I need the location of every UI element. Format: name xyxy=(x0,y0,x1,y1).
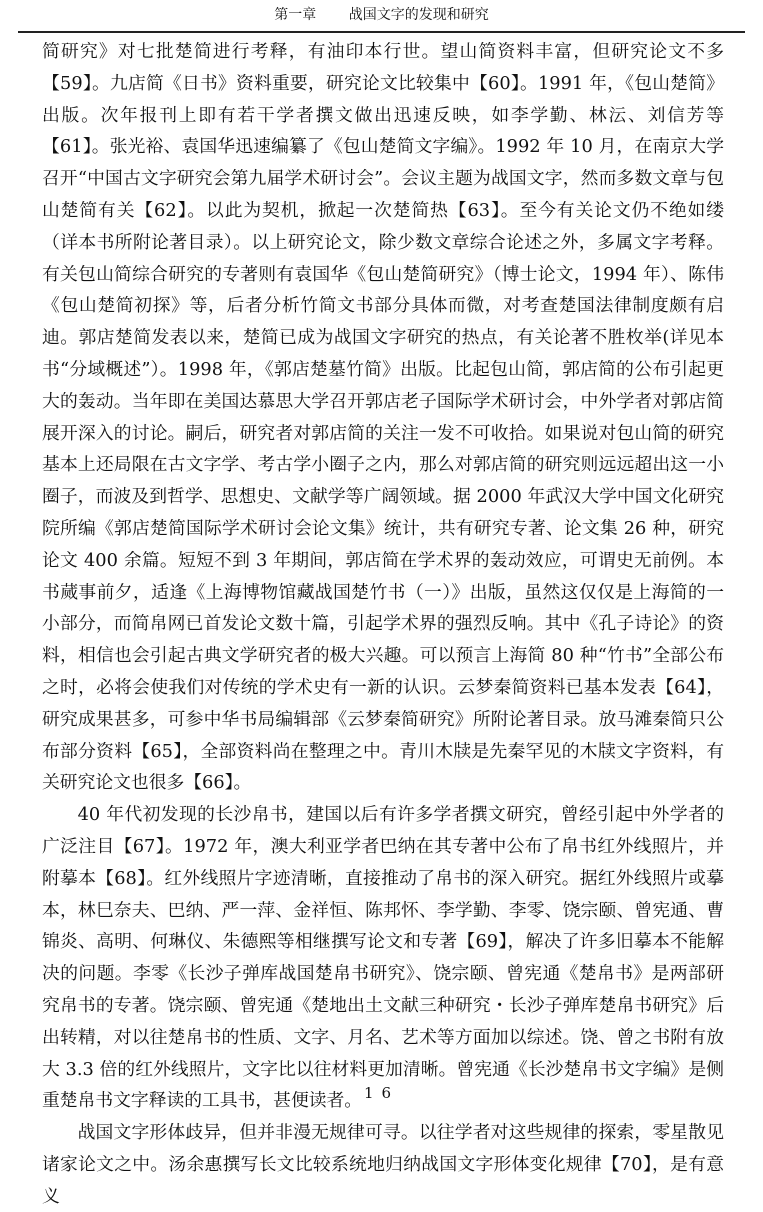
paragraph-continued: 简研究》对七批楚简进行考释，有油印本行世。望山简资料丰富，但研究论文不多【59】。九店简《日书》资料重要，研究论文比较集中【60】。1991 年，《包山楚简》出版。次年报刊上即有若干学者撰文做出迅速反映，如李学勤、林沄、刘信芳等【61】。张光裕、袁国华迅速编纂了《包山楚简文字编》。1992 年 10 月，在南京大学召开“中国古文字研究会第九届学术研讨会”。会议主题为战国文字，然而多数文章与包山楚简有关【62】。以此为契机，掀起一次楚简热【63】。至今有关论文仍不绝如缕（详本书所附论著目录）。以上研究论文，除少数文章综合论述之外，多属文字考释。有关包山简综合研究的专著则有袁国华《包山楚简研究》（博士论文，1994 年）、陈伟《包山楚简初探》等，后者分析竹简文书部分具体而微，对考查楚国法律制度颇有启迪。郭店楚简发表以来，楚简已成为战国文字研究的热点，有关论著不胜枚举(详见本书“分域概述”）。1998 年，《郭店楚墓竹简》出版。比起包山简，郭店简的公布引起更大的轰动。当年即在美国达慕思大学召开郭店老子国际学术研讨会，中外学者对郭店简展开深入的讨论。嗣后，研究者对郭店简的关注一发不可收拾。如果说对包山简的研究基本上还局限在古文字学、考古学小圈子之内，那么对郭店简的研究则远远超出这一小圈子，而波及到哲学、思想史、文献学等广阔领域。据 2000 年武汉大学中国文化研究院所编《郭店楚简国际学术研讨会论文集》统计，共有研究专著、论文集 26 种，研究论文 400 余篇。短短不到 3 年期间，郭店简在学术界的轰动效应，可谓史无前例。本书蒇事前夕，适逢《上海博物馆藏战国楚竹书（一）》出版，虽然这仅仅是上海简的一小部分，而简帛网已首发论文数十篇，引起学术界的强烈反响。其中《孔子诗论》的资料，相信也会引起古典文学研究者的极大兴趣。可以预言上海简 80 种“竹书”全部公布之时，必将会使我们对传统的学术史有一新的认识。云梦秦简资料已基本发表【64】，研究成果甚多，可参中华书局编辑部《云梦秦简研究》所附论著目录。放马滩秦简只公布部分资料【65】，全部资料尚在整理之中。青川木牍是先秦罕见的木牍文字资料，有关研究论文也很多【66】。 xyxy=(42,41,724,794)
page-number: 16 xyxy=(363,1084,400,1102)
body-text xyxy=(42,36,724,1212)
running-header xyxy=(18,0,745,33)
paragraph: 40 年代初发现的长沙帛书，建国以后有许多学者撰文研究，曾经引起中外学者的广泛注目【67】。1972 年，澳大利亚学者巴纳在其专著中公布了帛书红外线照片，并附摹本【68】。红外线照片字迹清晰，直接推动了帛书的深入研究。据红外线照片或摹本，林巳奈夫、巴纳、严一萍、金祥恒、陈邦怀、李学勤、李零、饶宗颐、曾宪通、曹锦炎、高明、何琳仪、朱德熙等相继撰写论文和专著【69】，解决了许多旧摹本不能解决的问题。李零《长沙子弹库战国楚帛书研究》、饶宗颐、曾宪通《楚帛书》是两部研究帛书的专著。饶宗颐、曾宪通《楚地出土文献三种研究・长沙子弹库楚帛书研究》后出转精，对以往楚帛书的性质、文字、月名、艺术等方面加以综述。饶、曾之书附有放大 3.3 倍的红外线照片，文字比以往材料更加清晰。曾宪通《长沙楚帛书文字编》是侧重楚帛书文字释读的工具书，甚便读者。 xyxy=(42,804,724,1112)
chapter-label: 第一章 xyxy=(274,7,317,23)
paragraph: 战国文字形体歧异，但并非漫无规律可寻。以往学者对这些规律的探索，零星散见诸家论文之中。汤余惠撰写长文比较系统地归纳战国文字形体变化规律【70】，是有意义 xyxy=(42,1122,724,1207)
chapter-title: 战国文字的发现和研究 xyxy=(348,7,489,23)
